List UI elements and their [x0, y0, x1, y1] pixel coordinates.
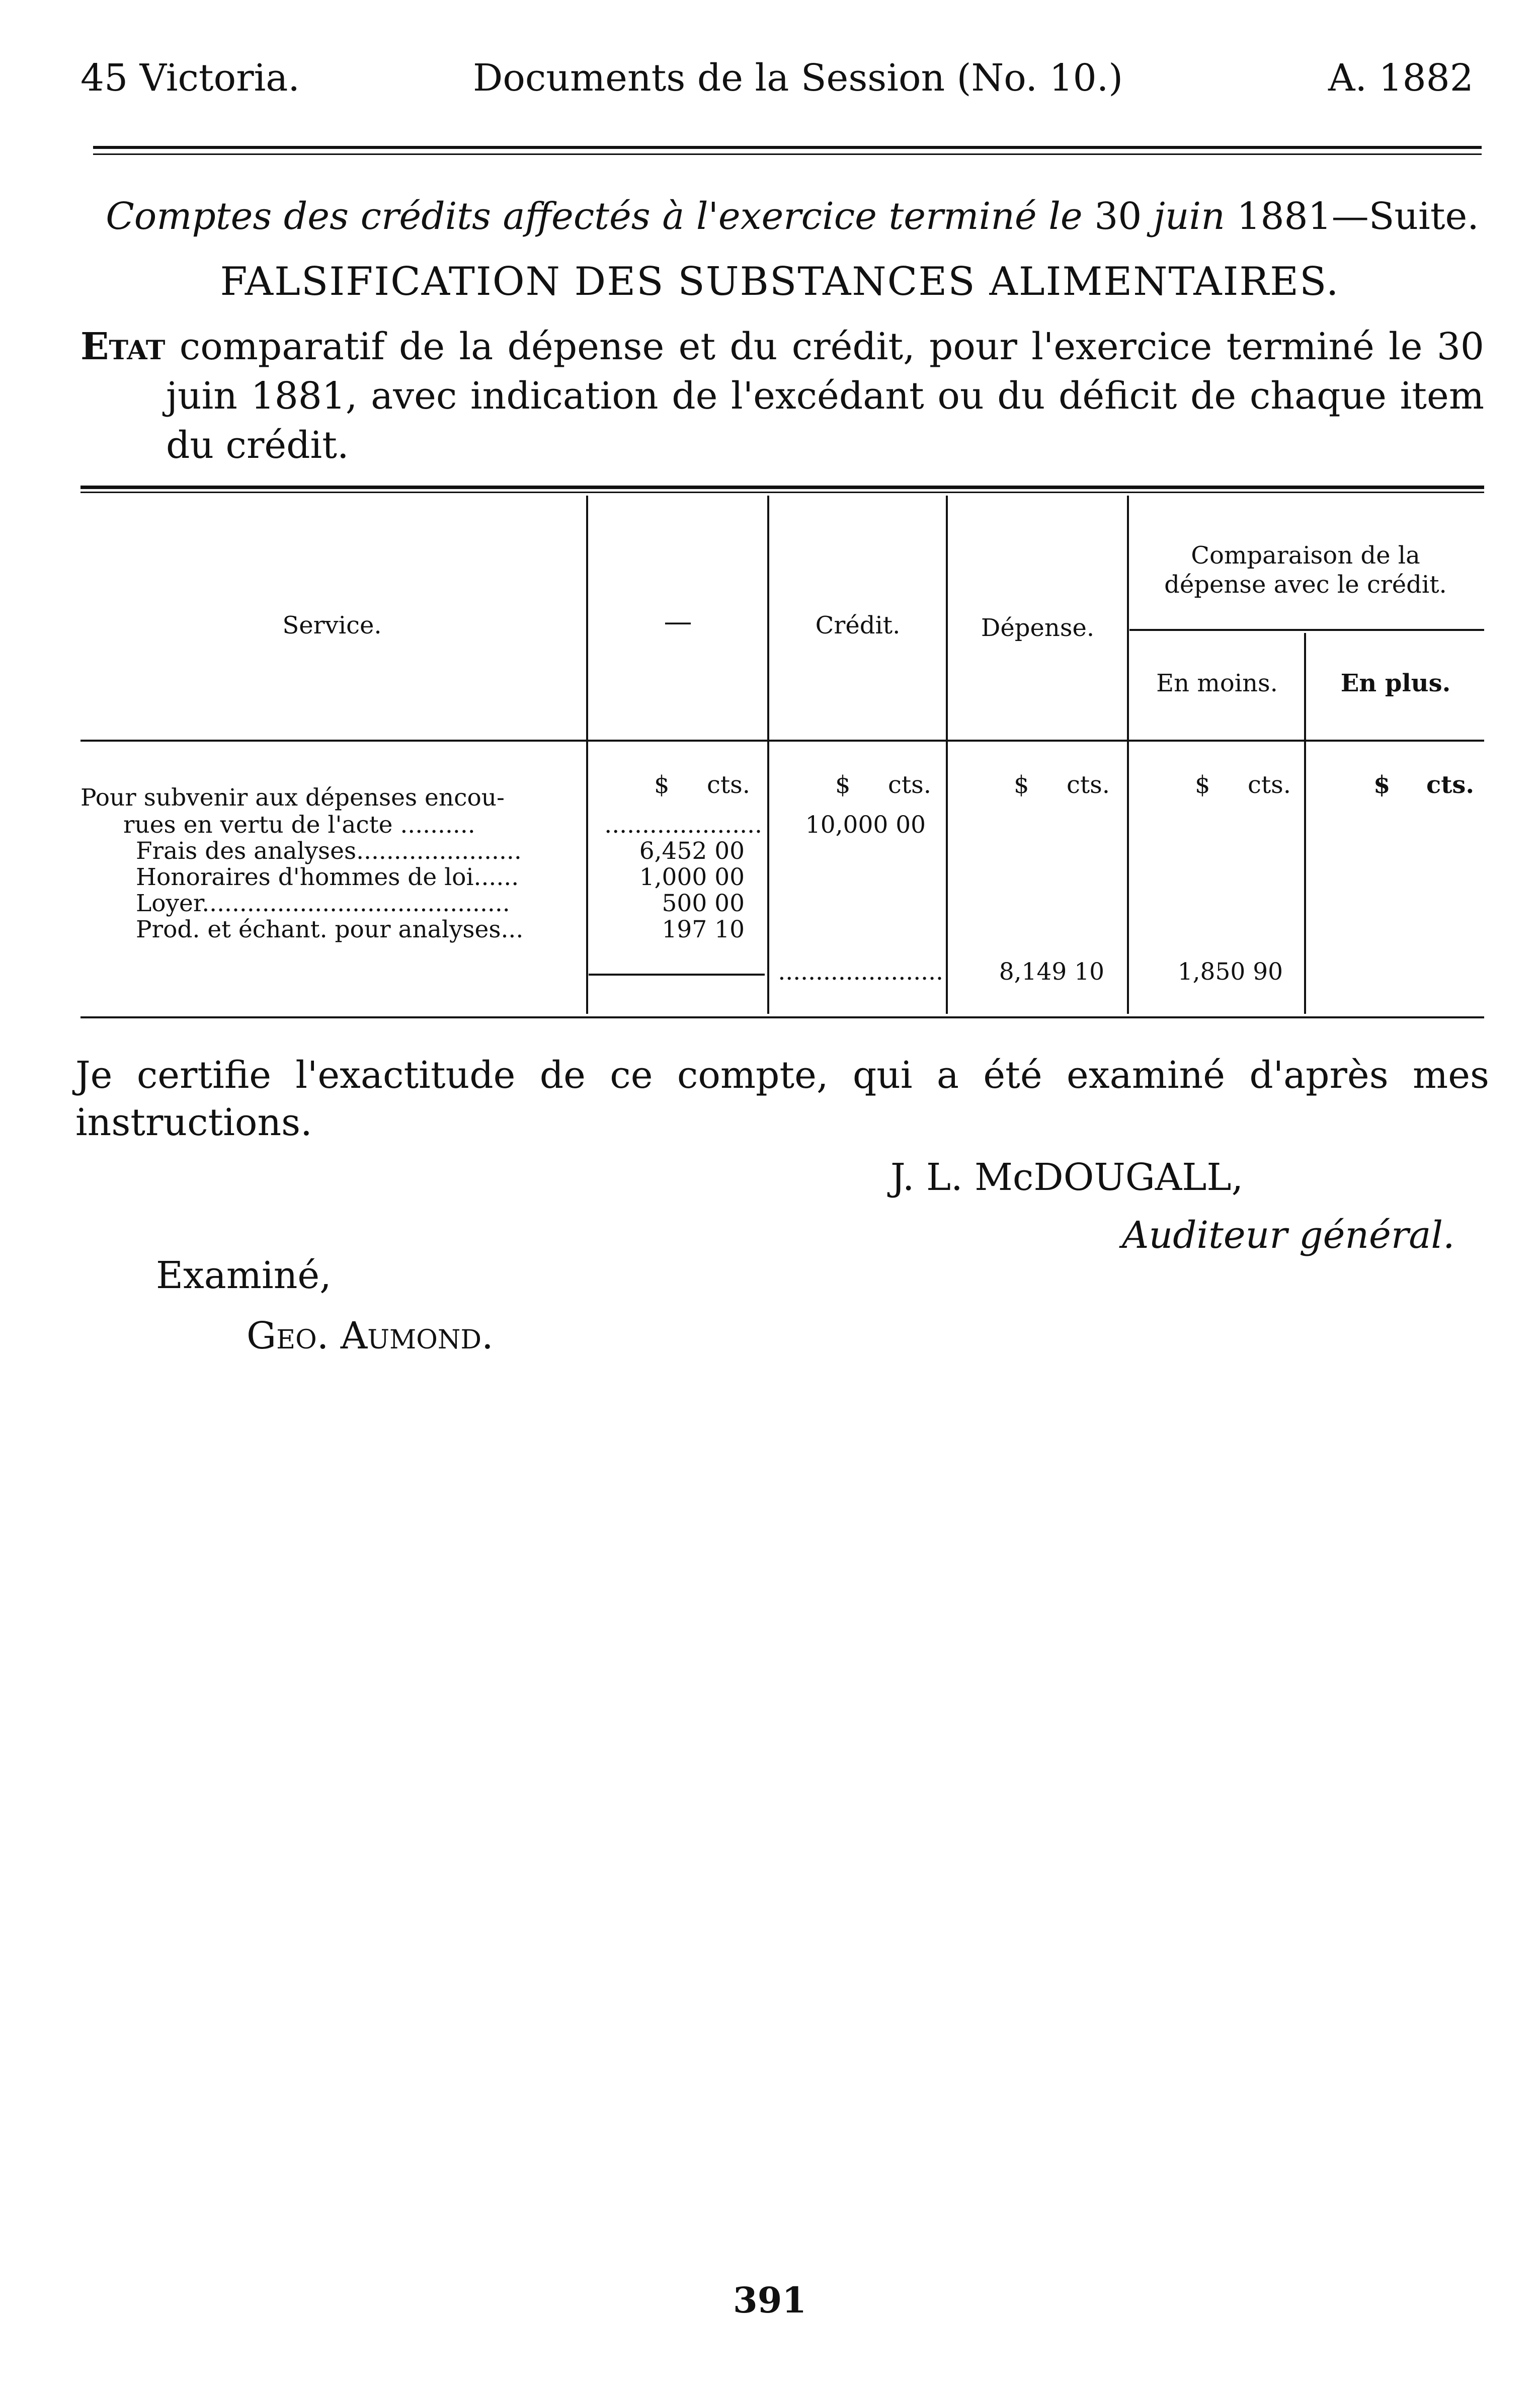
- unit-dollar-plus: $: [1373, 771, 1391, 799]
- sub-value-frais: 6,452 00: [639, 837, 745, 865]
- certification-paragraph: [75, 1052, 1489, 1146]
- header-right: A. 1882: [1328, 56, 1474, 100]
- row-label-2-text: rues en vertu de l'acte: [123, 811, 393, 839]
- comparison-sub-rule: [1129, 629, 1484, 631]
- certification-line-2: instructions.: [75, 1101, 312, 1144]
- subtotal-rule: [589, 974, 765, 976]
- row-label-1: Pour subvenir aux dépenses encou-: [80, 784, 505, 812]
- row-label-3: Frais des analyses......................: [136, 837, 522, 865]
- caption-date-month: juin: [1153, 195, 1225, 238]
- auditor-name: J. L. McDOUGALL,: [890, 1156, 1244, 1199]
- header-en-moins: En moins.: [1156, 669, 1278, 697]
- row-label-5-text: Loyer: [136, 890, 202, 917]
- header-credit: Crédit.: [815, 611, 901, 640]
- col-sep-3: [946, 496, 948, 1014]
- row-label-2: rues en vertu de l'acte ..........: [123, 811, 475, 839]
- etat-line-2: juin 1881, avec indication de l'excédant ou du déficit de chaque item: [166, 374, 1484, 418]
- sub-value-honoraires: 1,000 00: [639, 863, 745, 891]
- etat-line-1-text: comparatif de la dépense et du crédit, pour l'exercice terminé le 30: [179, 325, 1484, 368]
- header-rule-bottom: [93, 153, 1482, 155]
- unit-dollar-sub: $: [654, 771, 670, 799]
- credit-value: 10,000 00: [805, 811, 926, 839]
- col-sep-1: [586, 496, 588, 1014]
- etat-lead: Etat: [80, 325, 166, 368]
- table-top-rule-thin: [80, 492, 1484, 493]
- sub-value-loyer: 500 00: [662, 890, 745, 917]
- page-number: 391: [733, 2279, 807, 2321]
- row-label-4: Honoraires d'hommes de loi......: [136, 863, 519, 891]
- row-label-5: Loyer.........................................: [136, 890, 510, 917]
- caption-italic: Comptes des crédits affectés à l'exercice terminé le: [106, 195, 1083, 238]
- header-bottom-rule: [80, 740, 1484, 742]
- header-service: Service.: [282, 611, 382, 640]
- caption-tail: 1881—Suite.: [1237, 195, 1479, 238]
- unit-cts-plus: cts.: [1426, 771, 1475, 799]
- etat-line-3: du crédit.: [166, 424, 349, 467]
- table-bottom-rule: [80, 1016, 1484, 1018]
- certification-line-1: Je certifie l'exactitude de ce compte, qui a été examiné d'après mes: [75, 1054, 1489, 1097]
- statement-caption: [101, 194, 1484, 239]
- col-sep-4: [1127, 496, 1129, 1014]
- credit-leader: ......................: [778, 958, 943, 986]
- header-rule-top: [93, 146, 1482, 149]
- unit-dollar-depense: $: [1014, 771, 1029, 799]
- header-center: Documents de la Session (No. 10.): [473, 56, 1123, 100]
- auditor-title: Auditeur général.: [1122, 1214, 1455, 1257]
- row-label-3-text: Frais des analyses: [136, 837, 357, 865]
- unit-cts-credit: cts.: [888, 771, 932, 799]
- examiner-name: Geo. Aumond.: [247, 1314, 494, 1358]
- unit-cts-sub: cts.: [707, 771, 751, 799]
- row-label-4-text: Honoraires d'hommes de loi: [136, 863, 474, 891]
- etat-paragraph: [80, 322, 1484, 470]
- moins-value: 1,850 90: [1177, 958, 1283, 986]
- sub-value-prod: 197 10: [662, 916, 745, 943]
- sub-leader: .....................: [604, 811, 762, 839]
- unit-dollar-moins: $: [1195, 771, 1210, 799]
- row-label-6: Prod. et échant. pour analyses...: [136, 916, 524, 943]
- header-dash: —: [664, 605, 692, 638]
- unit-dollar-credit: $: [835, 771, 851, 799]
- header-left: 45 Victoria.: [80, 56, 300, 100]
- row-label-6-text: Prod. et échant. pour analyses: [136, 916, 501, 943]
- header-en-plus: En plus.: [1340, 669, 1451, 697]
- page-title: FALSIFICATION DES SUBSTANCES ALIMENTAIRES.: [220, 259, 1340, 304]
- header-depense: Dépense.: [981, 614, 1095, 642]
- table-top-rule: [80, 486, 1484, 489]
- depense-value: 8,149 10: [999, 958, 1104, 986]
- caption-date-number: 30: [1094, 195, 1142, 238]
- col-sep-2: [767, 496, 769, 1014]
- unit-cts-depense: cts.: [1067, 771, 1110, 799]
- examine-label: Examiné,: [156, 1254, 332, 1297]
- unit-cts-moins: cts.: [1248, 771, 1291, 799]
- header-comparaison: Comparaison de la dépense avec le crédit.: [1164, 541, 1447, 599]
- etat-line-1: [80, 322, 1484, 371]
